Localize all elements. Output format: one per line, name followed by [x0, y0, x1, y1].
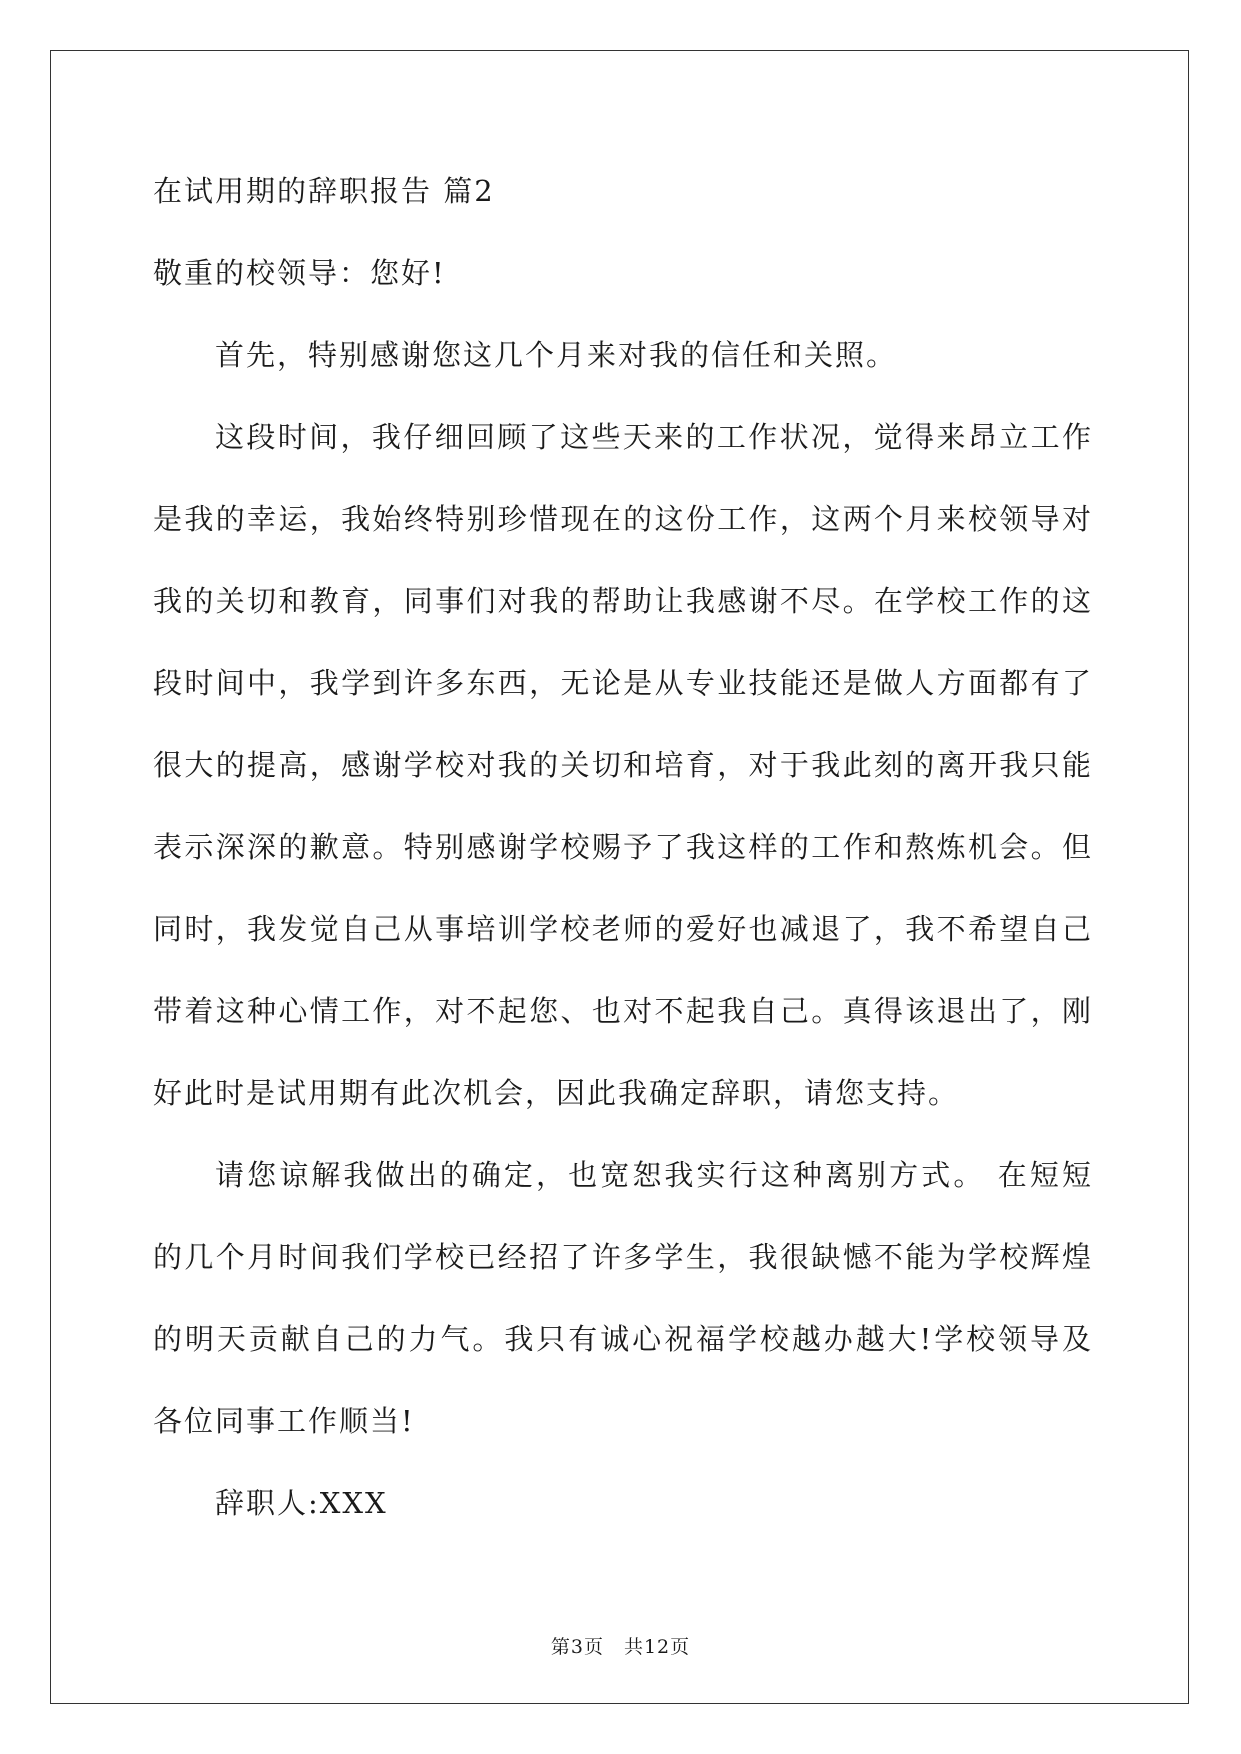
document-title: 在试用期的辞职报告 篇2: [153, 174, 495, 208]
paragraph-2: 这段时间，我仔细回顾了这些天来的工作状况，觉得来昂立工作是我的幸运，我始终特别珍惜现在的这份工作，这两个月来校领导对我的关切和教育，同事们对我的帮助让我感谢不尽。在学校工作的这段时间中，我学到许多东西，无论是从专业技能还是做人方面都有了很大的提高，感谢学校对我的关切和培育，对于我此刻的离开我只能表示深深的歉意。特别感谢学校赐予了我这样的工作和熬炼机会。但同时，我发觉自己从事培训学校老师的爱好也减退了，我不希望自己带着这种心情工作，对不起您、也对不起我自己。真得该退出了，刚好此时是试用期有此次机会，因此我确定辞职，请您支持。: [153, 420, 1093, 1110]
page-footer: [0, 1632, 1241, 1659]
paragraph-1: 首先，特别感谢您这几个月来对我的信任和关照。: [215, 338, 898, 372]
page-number-current: 第3页: [550, 1636, 604, 1658]
salutation: 敬重的校领导：您好!: [153, 256, 446, 290]
paragraph-3: 请您谅解我做出的确定，也宽恕我实行这种离别方式。 在短短的几个月时间我们学校已经招了许多学生，我很缺憾不能为学校辉煌的明天贡献自己的力气。我只有诚心祝福学校越办越大!学校领导及各位同事工作顺当!: [153, 1158, 1093, 1438]
signature: 辞职人:XXX: [215, 1486, 388, 1520]
page-number-total: 共12页: [623, 1636, 691, 1658]
document-body: [153, 150, 1093, 1544]
